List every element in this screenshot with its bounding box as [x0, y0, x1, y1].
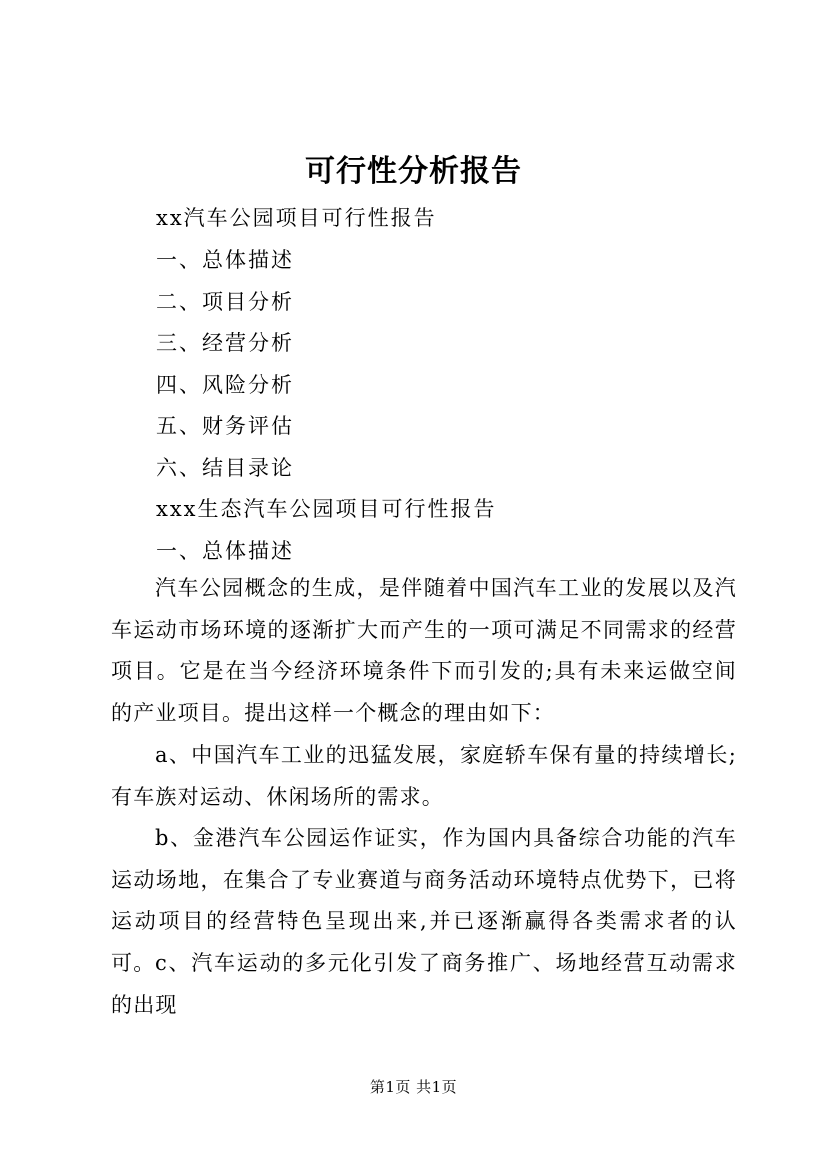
- body-heading: xxx生态汽车公园项目可行性报告: [156, 497, 497, 521]
- page-number-footer: 第1页 共1页: [369, 1078, 458, 1096]
- paragraph-intro: 汽车公园概念的生成，是伴随着中国汽车工业的发展以及汽车运动市场环境的逐渐扩大而产生的一项可满足不同需求的经营项目。它是在当今经济环境条件下而引发的;具有未来运做空间的产业项目。提出这样一个概念的理由如下：: [111, 576, 737, 726]
- outline-item: 一、总体描述: [156, 248, 294, 272]
- paragraph-c: c、汽车运动的多元化引发了商务推广、场地经营互动需求的出现: [111, 951, 737, 1017]
- outline-item: 四、风险分析: [156, 373, 294, 397]
- outline-item: 五、财务评估: [156, 414, 294, 438]
- section-heading: 一、总体描述: [156, 539, 294, 563]
- paragraph-b: b、金港汽车公园运作证实，作为国内具备综合功能的汽车运动场地，在集合了专业赛道与商务活动环境特点优势下，已将运动项目的经营特色呈现出来,并已逐渐赢得各类需求者的认可。: [111, 826, 737, 976]
- outline-item: 二、项目分析: [156, 290, 294, 314]
- outline-item: 三、经营分析: [156, 331, 294, 355]
- paragraph-a: a、中国汽车工业的迅猛发展，家庭轿车保有量的持续增长;有车族对运动、休闲场所的需求。: [111, 743, 737, 809]
- outline-item: 六、结目录论: [156, 456, 294, 480]
- document-title: 可行性分析报告: [305, 154, 522, 189]
- outline-heading: xx汽车公园项目可行性报告: [156, 206, 437, 230]
